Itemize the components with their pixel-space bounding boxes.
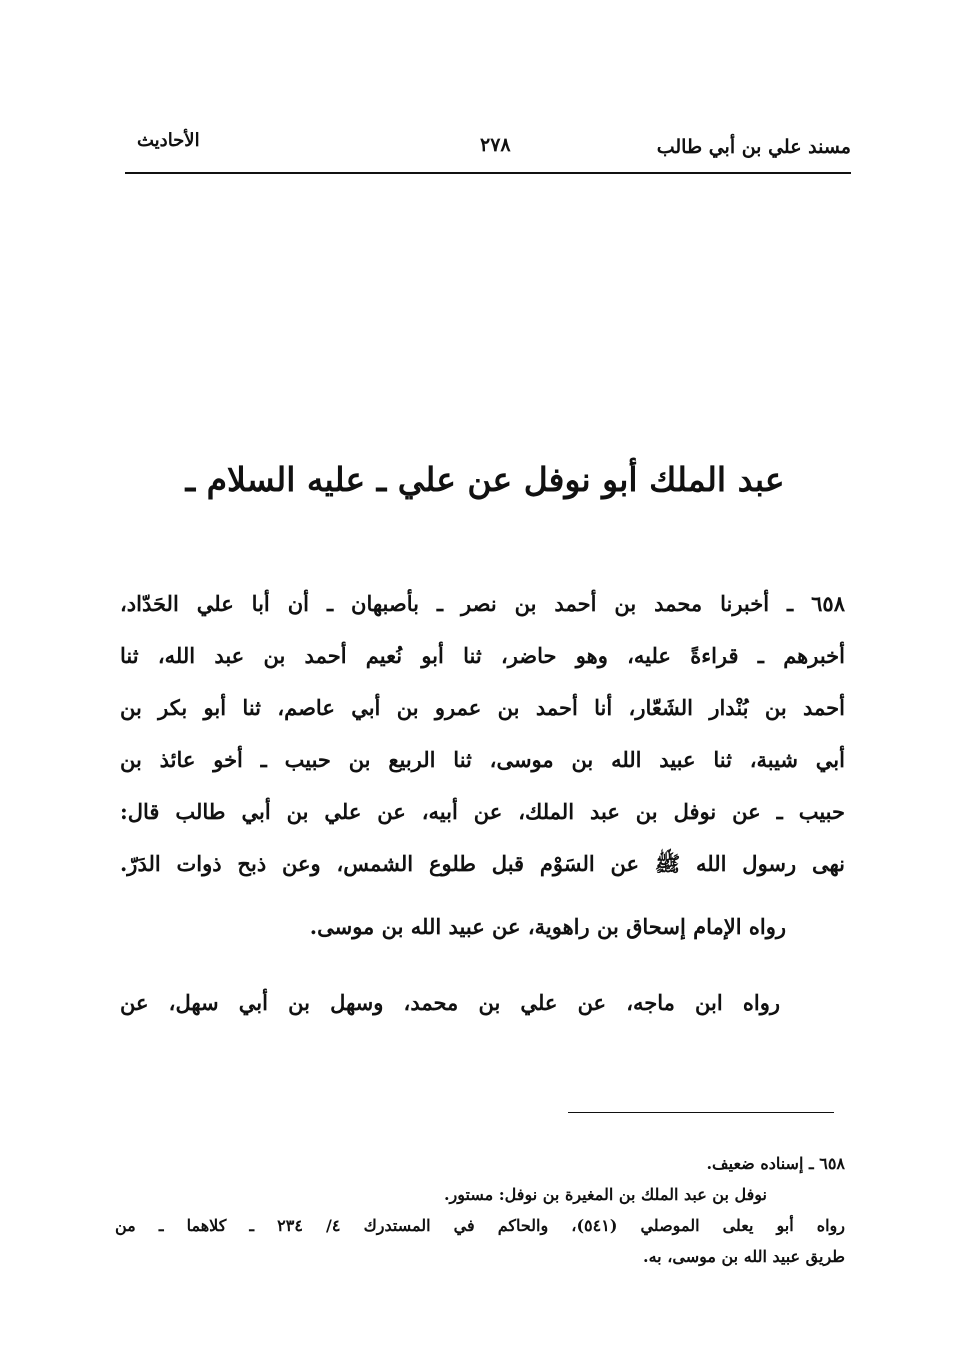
hadith-line: ٦٥٨ ـ أخبرنا محمد بن أحمد بن نصر ـ بأصبهان ـ أن أبا علي الحَدّاد، — [120, 591, 845, 616]
page-number: ٢٧٨ — [480, 134, 511, 156]
hadith-line: أخبرهم ـ قراءةً عليه، وهو حاضر، ثنا أبو نُعيم أحمد بن عبد الله، ثنا — [120, 643, 845, 668]
footnotes — [115, 1148, 845, 1272]
footnote-line: رواه أبو يعلى الموصلي (٥٤١)، والحاكم في المستدرك ٤/ ٢٣٤ ـ كلاهما ـ من — [115, 1216, 846, 1235]
narration-line: رواه الإمام إسحاق بن راهوية، عن عبيد الله بن موسى. — [309, 914, 786, 939]
footnote-divider — [568, 1112, 834, 1113]
hadith-line: أحمد بن بُنْدار الشَعّار، أنا أحمد بن عمرو بن أبي عاصم، ثنا أبو بكر بن — [120, 695, 845, 720]
footnote-line: ٦٥٨ ـ إسناده ضعيف. — [706, 1154, 845, 1173]
hadith-text — [120, 578, 845, 890]
hadith-line: أبي شيبة، ثنا عبيد الله بن موسى، ثنا الربيع بن حبيب ـ أخو عائذ بن — [120, 747, 845, 772]
section-label: الأحاديث — [137, 130, 200, 151]
hadith-line: نهى رسول الله ﷺ عن السَوْم قبل طلوع الشمس، وعن ذبح ذوات الدَرّ. — [120, 851, 845, 876]
footnote-line: نوفل بن عبد الملك بن المغيرة بن نوفل: مستور. — [443, 1185, 767, 1204]
book-title: مسند علي بن أبي طالب — [656, 136, 851, 158]
hadith-line: حبيب ـ عن نوفل بن عبد الملك، عن أبيه، عن علي بن أبي طالب قال: — [120, 799, 845, 824]
section-title: عبد الملك أبو نوفل عن علي ـ عليه السلام ـ — [185, 460, 785, 499]
narration-line: رواه ابن ماجه، عن علي بن محمد، وسهل بن أبي سهل، عن — [120, 990, 780, 1015]
page-header — [125, 128, 851, 174]
footnote-line: طريق عبيد الله بن موسى، به. — [643, 1247, 845, 1266]
